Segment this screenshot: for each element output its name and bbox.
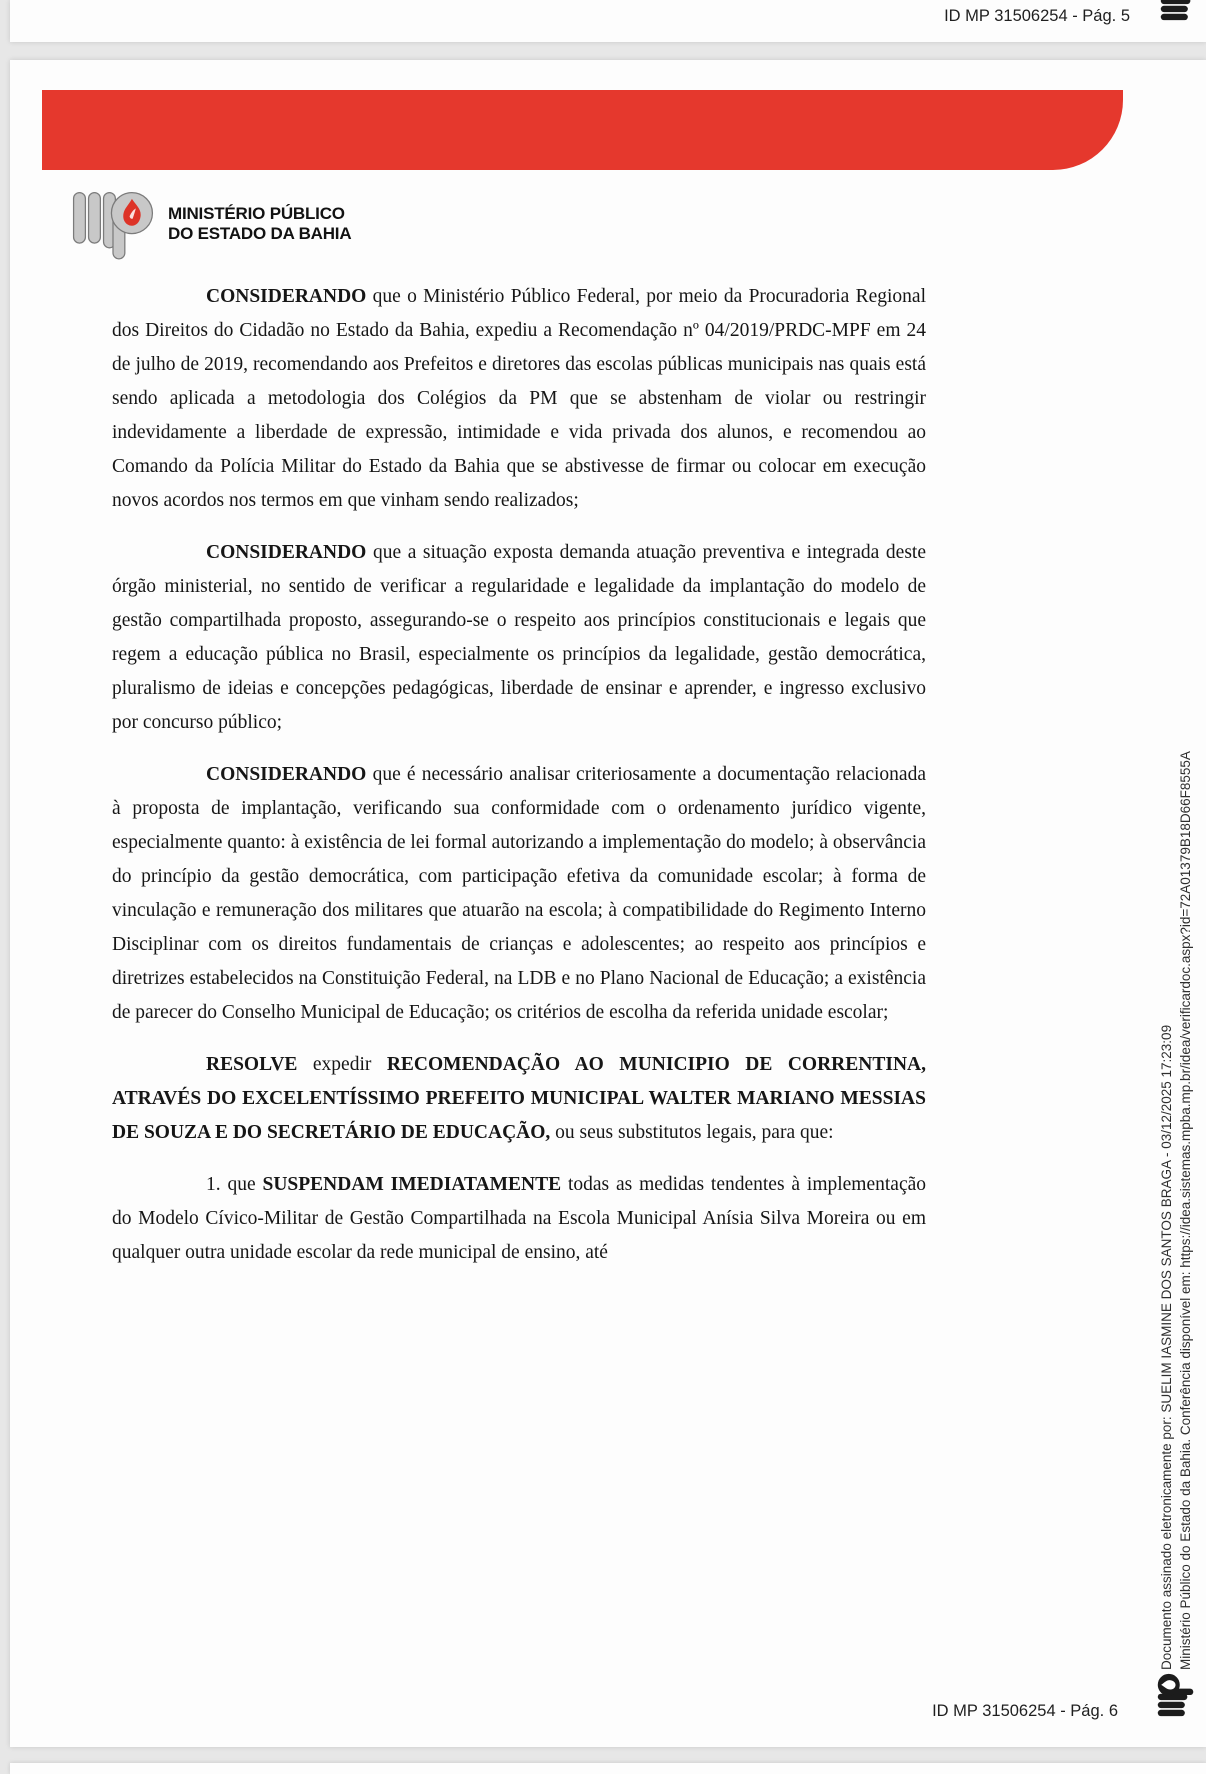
page-6 bbox=[10, 60, 1206, 1747]
red-banner bbox=[42, 90, 1123, 170]
paragraph-considerando-2: CONSIDERANDO que a situação exposta demanda atuação preventiva e integrada deste órgão ministerial, no sentido de verificar a regularidade e legalidade da implantação do modelo de gestão compartilhada proposto, assegurando-se o respeito aos princípios constitucionais e legais que regem a educação pública no Brasil, especialmente os princípios da legalidade, gestão democrática, pluralismo de ideias e concepções pedagógicas, liberdade de ensinar e aprender, e ingresso exclusivo por concurso público; bbox=[112, 542, 926, 733]
document-body bbox=[112, 280, 926, 1288]
signature-line-1: Documento assinado eletronicamente por: SUELIM IASMINE DOS SANTOS BRAGA - 03/12/2025 17:23:09 bbox=[1159, 1024, 1174, 1670]
signature-line-2: Ministério Público do Estado da Bahia. Conferência disponível em: https://idea.sistemas.mpba.mp.br/idea/verificardoc.aspx?id=72A01379B18D66F8555A bbox=[1178, 751, 1193, 1670]
paragraph-item-1: 1. que SUSPENDAM IMEDIATAMENTE todas as medidas tendentes à implementação do Modelo Cívico-Militar de Gestão Compartilhada na Escola Municipal Anísia Silva Moreira ou em qualquer outra unidade escolar da rede municipal de ensino, até bbox=[112, 1174, 927, 1263]
org-name-line1: MINISTÉRIO PÚBLICO bbox=[168, 203, 345, 223]
page-5-label: ID MP 31506254 - Pág. 5 bbox=[944, 7, 1130, 25]
org-name-line2: DO ESTADO DA BAHIA bbox=[168, 223, 352, 243]
org-name bbox=[168, 204, 351, 244]
mp-mini-logo-icon bbox=[1154, 0, 1198, 21]
mp-logo-icon bbox=[72, 180, 154, 267]
paragraph-resolve: RESOLVE expedir RECOMENDAÇÃO AO MUNICIPIO DE CORRENTINA, ATRAVÉS DO EXCELENTÍSSIMO PREFEITO MUNICIPAL WALTER MARIANO MESSIAS DE SOUZA E DO SECRETÁRIO DE EDUCAÇÃO, ou seus substitutos legais, para que: bbox=[112, 1054, 926, 1143]
electronic-signature-stamp bbox=[1157, 555, 1195, 1670]
paragraph-considerando-3: CONSIDERANDO que é necessário analisar criteriosamente a documentação relacionada à proposta de implantação, verificando sua conformidade com o ordenamento jurídico vigente, especialmente quanto: à existência de lei formal autorizando a implementação do modelo; à observância do princípio da gestão democrática, com participação efetiva da comunidade escolar; à forma de vinculação e remuneração dos militares que atuarão na escola; à compatibilidade do Regimento Interno Disciplinar com os direitos fundamentais de crianças e adolescentes; ao respeito aos princípios e diretrizes estabelecidos na Constituição Federal, na LDB e no Plano Nacional de Educação; a existência de parecer do Conselho Municipal de Educação; os critérios de escolha da referida unidade escolar; bbox=[112, 764, 926, 1023]
mp-header-logo bbox=[72, 180, 351, 267]
page-7-fragment bbox=[10, 1763, 1206, 1774]
paragraph-considerando-1: CONSIDERANDO que o Ministério Público Federal, por meio da Procuradoria Regional dos Direitos do Cidadão no Estado da Bahia, expediu a Recomendação nº 04/2019/PRDC-MPF em 24 de julho de 2019, recomendando aos Prefeitos e diretores das escolas públicas municipais nas quais está sendo aplicada a metodologia dos Colégios da PM que se abstenham de violar ou restringir indevidamente a liberdade de expressão, intimidade e vida privada dos alunos, e recomendou ao Comando da Polícia Militar do Estado da Bahia que se abstivesse de firmar ou colocar em execução novos acordos nos termos em que vinham sendo realizados; bbox=[112, 286, 926, 511]
page-5-fragment bbox=[10, 0, 1206, 42]
mp-mini-logo-icon bbox=[1151, 1673, 1195, 1717]
page-6-label: ID MP 31506254 - Pág. 6 bbox=[932, 1702, 1118, 1720]
